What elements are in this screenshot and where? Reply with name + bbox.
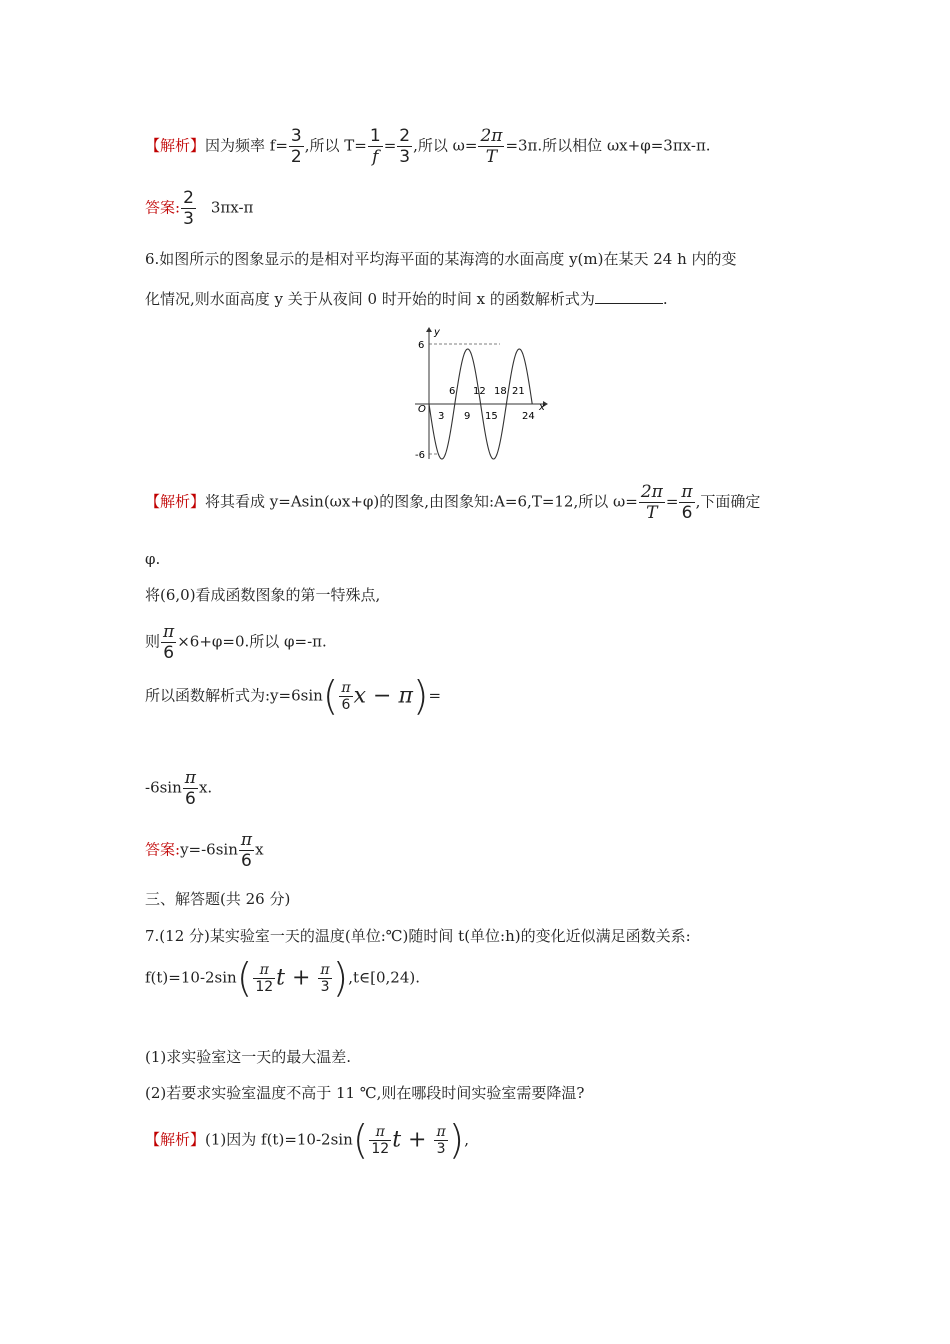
- answer-blank: [595, 289, 663, 304]
- operator: +: [401, 1127, 434, 1153]
- fraction: $\frac{\pi}{6}$: [240, 830, 253, 871]
- text: ,所以 ω=: [413, 136, 478, 155]
- text: ,t∈[0,24).: [348, 968, 421, 987]
- fraction: $\frac{1}{f}$: [369, 126, 381, 167]
- text: ,下面确定: [695, 492, 761, 511]
- text: 所以函数解析式为:y=6sin: [145, 686, 323, 705]
- text: y=-6sin: [180, 840, 238, 859]
- left-paren: (: [322, 673, 339, 720]
- fraction: $\frac{\pi}{3}$: [436, 1124, 446, 1157]
- answer-label: 答案:: [145, 840, 181, 859]
- y-tick-6: 6: [418, 340, 425, 351]
- pi-symbol: π: [398, 683, 413, 709]
- water-height-graph: [405, 324, 565, 464]
- x-tick-18: 18: [494, 386, 507, 397]
- solution-6-line6: [145, 768, 212, 809]
- fraction: $\frac{\pi}{6}$: [341, 680, 351, 713]
- variable: t: [276, 965, 285, 991]
- text: x: [255, 840, 264, 859]
- analysis-tag: 【解析】: [145, 1130, 206, 1149]
- right-paren: ): [448, 1117, 465, 1164]
- solution-7-line1: [145, 1117, 470, 1164]
- question-6-line2: [145, 288, 668, 310]
- y-tick-neg6: -6: [415, 450, 425, 461]
- x-tick-6: 6: [449, 386, 456, 397]
- answer-label: 答案:: [145, 198, 181, 217]
- x-tick-15: 15: [485, 411, 498, 422]
- question-7-line1: 7.(12 分)某实验室一天的温度(单位:℃)随时间 t(单位:h)的变化近似满足函数关系:: [145, 927, 691, 945]
- fraction: $\frac{\pi}{3}$: [320, 962, 330, 995]
- variable: t: [392, 1127, 402, 1153]
- section-3-heading: 三、解答题(共 26 分): [145, 890, 291, 908]
- y-axis-arrow: [426, 327, 432, 332]
- text: f(t)=10-2sin: [145, 968, 237, 987]
- operator: +: [285, 965, 318, 991]
- fraction: $\frac{\pi}{12}$: [255, 962, 274, 995]
- operator: −: [366, 683, 399, 709]
- right-paren: ): [332, 955, 349, 1002]
- text: (1)因为 f(t)=10-2sin: [205, 1130, 353, 1149]
- question-7-formula: [145, 955, 421, 1002]
- x-tick-21: 21: [512, 386, 525, 397]
- text: -6sin: [145, 778, 182, 797]
- variable: x: [353, 683, 367, 709]
- left-paren: (: [352, 1117, 369, 1164]
- question-7-part2: (2)若要求实验室温度不高于 11 ℃,则在哪段时间实验室需要降温?: [145, 1084, 585, 1102]
- question-6-line1: 6.如图所示的图象显示的是相对平均海平面的某海湾的水面高度 y(m)在某天 24 h 内的变: [145, 250, 737, 268]
- text: x.: [198, 778, 213, 797]
- text: 将其看成 y=Asin(ωx+φ)的图象,由图象知:A=6,T=12,所以 ω=: [205, 492, 638, 511]
- left-paren: (: [236, 955, 253, 1002]
- solution-6-line1: [145, 482, 760, 523]
- fraction: $\frac{2}{3}$: [399, 126, 411, 167]
- fraction: $\frac{2\pi}{T}$: [640, 482, 663, 523]
- text: 因为频率 f=: [205, 136, 288, 155]
- solution-6-line4: [145, 622, 327, 663]
- x-axis-label: x: [539, 402, 545, 413]
- x-tick-12: 12: [473, 386, 486, 397]
- fraction: $\frac{2\pi}{T}$: [480, 126, 503, 167]
- fraction: $\frac{2}{3}$: [183, 188, 194, 229]
- x-tick-9: 9: [464, 411, 471, 422]
- text: 则: [145, 632, 161, 651]
- fraction: $\frac{\pi}{6}$: [184, 768, 196, 809]
- text: .: [662, 290, 668, 308]
- solution-6-line5: [145, 673, 442, 720]
- x-tick-3: 3: [438, 411, 445, 422]
- answer-6-line: [145, 830, 264, 871]
- text: =: [665, 492, 679, 511]
- fraction: $\frac{\pi}{6}$: [163, 622, 175, 663]
- answer-text: 3πx-π: [210, 198, 254, 217]
- fraction: $\frac{\pi}{6}$: [681, 482, 693, 523]
- y-axis-label: y: [434, 327, 440, 338]
- text: =3π.所以相位 ωx+φ=3πx-π.: [505, 136, 711, 155]
- fraction: $\frac{3}{2}$: [290, 126, 302, 167]
- solution-6-line2: φ.: [145, 550, 161, 568]
- text: =: [383, 136, 397, 155]
- analysis-tag: 【解析】: [145, 492, 206, 511]
- solution-5-line: [145, 126, 711, 167]
- text: ,所以 T=: [304, 136, 367, 155]
- text: ×6+φ=0.所以 φ=-π.: [177, 632, 327, 651]
- text: 化情况,则水面高度 y 关于从夜间 0 时开始的时间 x 的函数解析式为: [145, 290, 595, 308]
- answer-5-line: [145, 188, 253, 229]
- x-tick-24: 24: [522, 411, 535, 422]
- fraction: $\frac{\pi}{12}$: [371, 1124, 390, 1157]
- solution-6-line3: 将(6,0)看成函数图象的第一特殊点,: [145, 586, 381, 604]
- origin-label: O: [418, 404, 426, 415]
- question-7-part1: (1)求实验室这一天的最大温差.: [145, 1048, 352, 1066]
- text: =: [428, 686, 442, 705]
- analysis-tag: 【解析】: [145, 136, 206, 155]
- text: ,: [464, 1130, 470, 1149]
- right-paren: ): [412, 673, 429, 720]
